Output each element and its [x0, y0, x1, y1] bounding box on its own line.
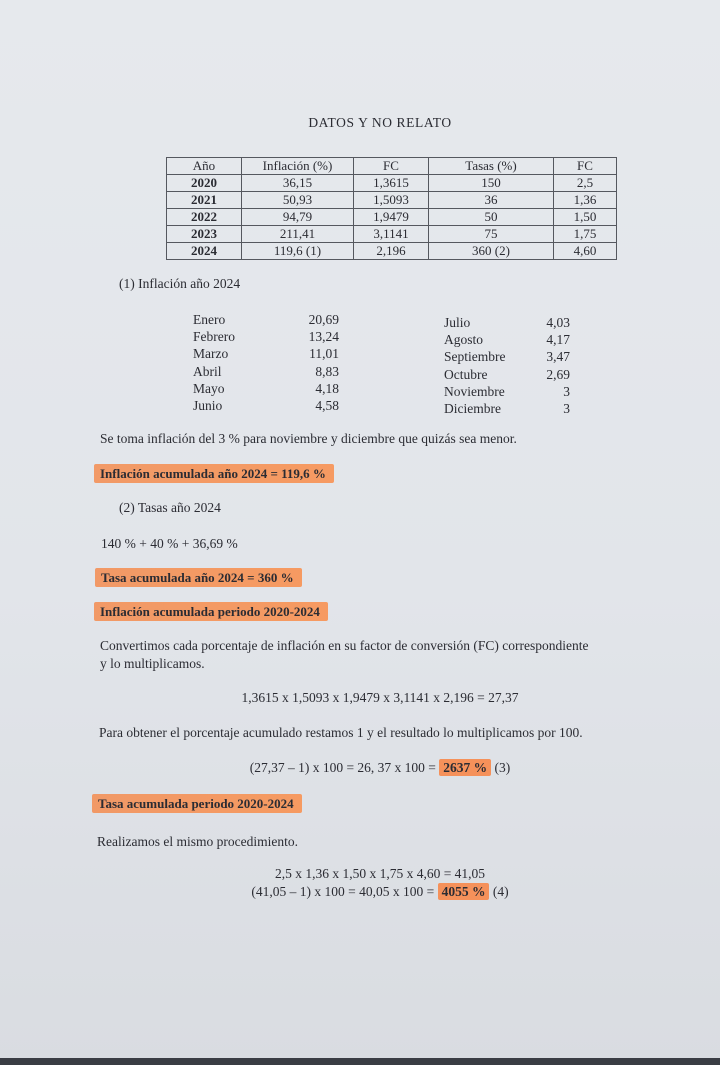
month-name: Mayo	[193, 380, 225, 396]
month-name: Agosto	[444, 332, 484, 348]
header-rates: Tasas (%)	[429, 158, 554, 175]
cell-inflation: 94,79	[242, 209, 354, 226]
month-name: Junio	[193, 398, 223, 414]
header-fc-rates: FC	[554, 158, 617, 175]
highlight-rate-2024: Tasa acumulada año 2024 = 360 %	[95, 568, 302, 587]
cell-inflation: 119,6 (1)	[242, 243, 354, 260]
cell-fc-inflation: 1,9479	[354, 209, 429, 226]
list-item	[193, 380, 339, 397]
cell-year: 2022	[167, 209, 242, 226]
cell-rate: 150	[429, 175, 554, 192]
list-item	[193, 397, 339, 414]
list-item	[444, 400, 570, 417]
month-value: 2,69	[546, 366, 570, 382]
rates-accumulated-result: 4055 %	[438, 883, 490, 900]
rates-sum: 140 % + 40 % + 36,69 %	[101, 536, 238, 551]
table-header-row	[167, 158, 617, 175]
cell-rate: 360 (2)	[429, 243, 554, 260]
rates-fc-product: 2,5 x 1,36 x 1,50 x 1,75 x 4,60 = 41,05	[274, 866, 486, 881]
highlight-inflation-period: Inflación acumulada periodo 2020-2024	[94, 602, 328, 621]
percent-paragraph: Para obtener el porcentaje acumulado restamos 1 y el resultado lo multiplicamos por 100.	[99, 725, 583, 740]
table-row	[167, 243, 617, 260]
month-name: Diciembre	[444, 401, 501, 417]
header-fc-inflation: FC	[354, 158, 429, 175]
page-bottom-edge	[0, 1058, 720, 1065]
cell-fc-inflation: 1,5093	[354, 192, 429, 209]
month-name: Febrero	[193, 329, 235, 345]
cell-fc-rate: 1,36	[554, 192, 617, 209]
inflation-accumulated-calc	[0, 760, 720, 776]
header-inflation: Inflación (%)	[242, 158, 354, 175]
cell-rate: 36	[429, 192, 554, 209]
month-name: Enero	[193, 312, 226, 327]
cell-year: 2023	[167, 226, 242, 243]
month-name: Noviembre	[444, 383, 505, 399]
table-row	[167, 175, 617, 192]
month-value: 3,47	[546, 349, 570, 365]
month-name: Julio	[444, 315, 471, 330]
list-item	[444, 383, 570, 400]
same-procedure-paragraph: Realizamos el mismo procedimiento.	[97, 834, 298, 849]
data-table	[166, 157, 617, 260]
month-value: 4,03	[546, 315, 570, 330]
cell-inflation: 50,93	[242, 192, 354, 209]
footnote-marker: (3)	[494, 760, 511, 775]
footnote-inflation-2024: (1) Inflación año 2024	[119, 276, 241, 291]
cell-fc-rate: 4,60	[554, 243, 617, 260]
month-name: Septiembre	[444, 349, 506, 365]
cell-year: 2024	[167, 243, 242, 260]
month-value: 4,17	[546, 332, 570, 348]
footnote-rates-2024: (2) Tasas año 2024	[119, 500, 221, 515]
inflation-fc-product: 1,3615 x 1,5093 x 1,9479 x 3,1141 x 2,196 = 27,37	[241, 690, 519, 705]
month-name: Octubre	[444, 366, 488, 382]
document-title: DATOS Y NO RELATO	[308, 115, 452, 130]
month-value: 20,69	[308, 312, 339, 327]
inflation-accumulated-result: 2637 %	[439, 759, 491, 776]
list-item	[444, 314, 570, 331]
list-item	[444, 348, 570, 365]
month-value: 11,01	[309, 346, 339, 362]
highlight-inflation-2024: Inflación acumulada año 2024 = 119,6 %	[94, 464, 334, 483]
month-value: 4,58	[315, 398, 339, 414]
cell-year: 2021	[167, 192, 242, 209]
month-value: 3	[563, 401, 570, 417]
monthly-inflation-left	[193, 311, 339, 414]
month-value: 4,18	[315, 380, 339, 396]
cell-year: 2020	[167, 175, 242, 192]
list-item	[193, 345, 339, 362]
table-row	[167, 192, 617, 209]
cell-fc-inflation: 3,1141	[354, 226, 429, 243]
calc-expression: (41,05 – 1) x 100 = 40,05 x 100 =	[251, 884, 435, 899]
cell-fc-rate: 1,50	[554, 209, 617, 226]
cell-fc-inflation: 2,196	[354, 243, 429, 260]
month-value: 8,83	[315, 363, 339, 379]
assumption-paragraph: Se toma inflación del 3 % para noviembre y diciembre que quizás sea menor.	[100, 431, 517, 446]
monthly-inflation-right	[444, 314, 570, 417]
cell-rate: 75	[429, 226, 554, 243]
rates-accumulated-calc	[0, 884, 720, 900]
list-item	[444, 331, 570, 348]
list-item	[444, 366, 570, 383]
list-item	[193, 311, 339, 328]
list-item	[193, 328, 339, 345]
footnote-marker: (4)	[492, 884, 509, 899]
convert-paragraph-line-1: Convertimos cada porcentaje de inflación en su factor de conversión (FC) correspondiente	[100, 638, 589, 653]
month-name: Marzo	[193, 346, 229, 362]
table-row	[167, 226, 617, 243]
calc-expression: (27,37 – 1) x 100 = 26, 37 x 100 =	[249, 760, 436, 775]
convert-paragraph-line-2: y lo multiplicamos.	[100, 656, 205, 671]
list-item	[193, 363, 339, 380]
month-value: 13,24	[308, 329, 339, 345]
month-name: Abril	[193, 363, 222, 379]
header-year: Año	[167, 158, 242, 175]
cell-rate: 50	[429, 209, 554, 226]
cell-fc-inflation: 1,3615	[354, 175, 429, 192]
highlight-rate-period: Tasa acumulada periodo 2020-2024	[92, 794, 302, 813]
cell-inflation: 211,41	[242, 226, 354, 243]
table-row	[167, 209, 617, 226]
month-value: 3	[563, 383, 570, 399]
cell-fc-rate: 2,5	[554, 175, 617, 192]
cell-fc-rate: 1,75	[554, 226, 617, 243]
cell-inflation: 36,15	[242, 175, 354, 192]
